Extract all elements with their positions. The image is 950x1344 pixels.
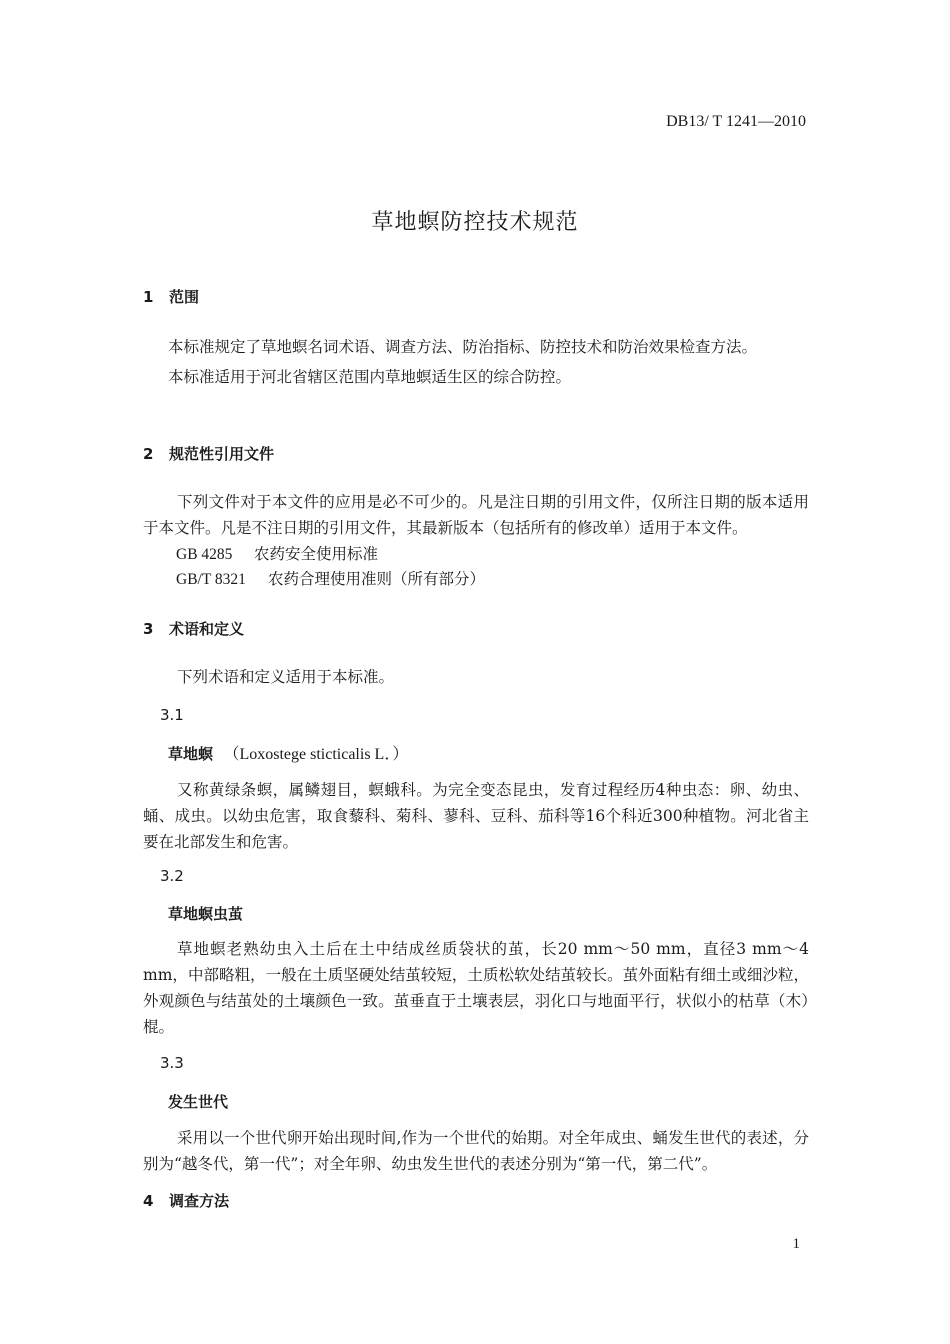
section-title: 调查方法 [169,1192,230,1210]
section-title: 范围 [169,288,200,306]
section-number: 3 [143,620,154,638]
section-3-heading [143,618,244,639]
term-heading [168,903,243,924]
page-title: 草地螟防控技术规范 [371,210,579,235]
section-2-heading [143,443,274,464]
section-number: 4 [143,1192,154,1210]
reference-code: GB 4285 [176,546,233,563]
reference-item [176,567,485,589]
reference-title: 农药安全使用标准 [254,545,379,563]
section-number: 2 [143,445,154,463]
section-3-intro: 下列术语和定义适用于本标准。 [177,668,395,686]
page-number: 1 [792,1236,800,1252]
term-name: 发生世代 [168,1093,229,1111]
term-latin-name: （Loxostege sticticalis L．） [223,746,409,763]
term-heading [168,1091,228,1112]
section-1-line-2: 本标准适用于河北省辖区范围内草地螟适生区的综合防控。 [168,368,572,386]
section-4-heading [143,1190,229,1211]
reference-item [176,542,378,564]
section-title: 术语和定义 [169,620,245,638]
section-title: 规范性引用文件 [169,445,275,463]
term-name: 草地螟虫茧 [168,905,244,923]
section-1-heading [143,286,199,307]
section-number: 1 [143,288,154,306]
term-number: 3.3 [160,1054,184,1072]
term-heading [168,741,408,764]
reference-title: 农药合理使用准则（所有部分） [268,570,486,588]
term-definition: 又称黄绿条螟，属鳞翅目，螟蛾科。为完全变态昆虫，发育过程经历4种虫态：卵、幼虫、蛹、成虫。以幼虫危害，取食藜科、菊科、蓼科、豆科、茄科等16个科近300种植物。河北省主要在北部发生和危害。 [143,781,809,851]
term-number: 3.2 [160,867,184,885]
section-2-paragraph: 下列文件对于本文件的应用是必不可少的。凡是注日期的引用文件，仅所注日期的版本适用于本文件。凡是不注日期的引用文件，其最新版本（包括所有的修改单）适用于本文件。 [143,493,809,537]
reference-code: GB/T 8321 [176,571,246,588]
standard-code: DB13/ T 1241—2010 [666,113,806,130]
term-definition: 采用以一个世代卵开始出现时间,作为一个世代的始期。对全年成虫、蛹发生世代的表述，分别为“越冬代，第一代”；对全年卵、幼虫发生世代的表述分别为“第一代，第二代”。 [143,1129,809,1173]
term-definition: 草地螟老熟幼虫入土后在土中结成丝质袋状的茧，长20 mm～50 mm，直径3 mm～4 mm，中部略粗，一般在土质坚硬处结茧较短，土质松软处结茧较长。茧外面粘有细土或细沙粒，外观颜色与结茧处的土壤颜色一致。茧垂直于土壤表层，羽化口与地面平行，状似小的枯草（木）棍。 [143,940,809,1036]
term-name: 草地螟 [168,745,214,763]
section-1-line-1: 本标准规定了草地螟名词术语、调查方法、防治指标、防控技术和防治效果检查方法。 [168,338,758,356]
term-number: 3.1 [160,706,184,724]
